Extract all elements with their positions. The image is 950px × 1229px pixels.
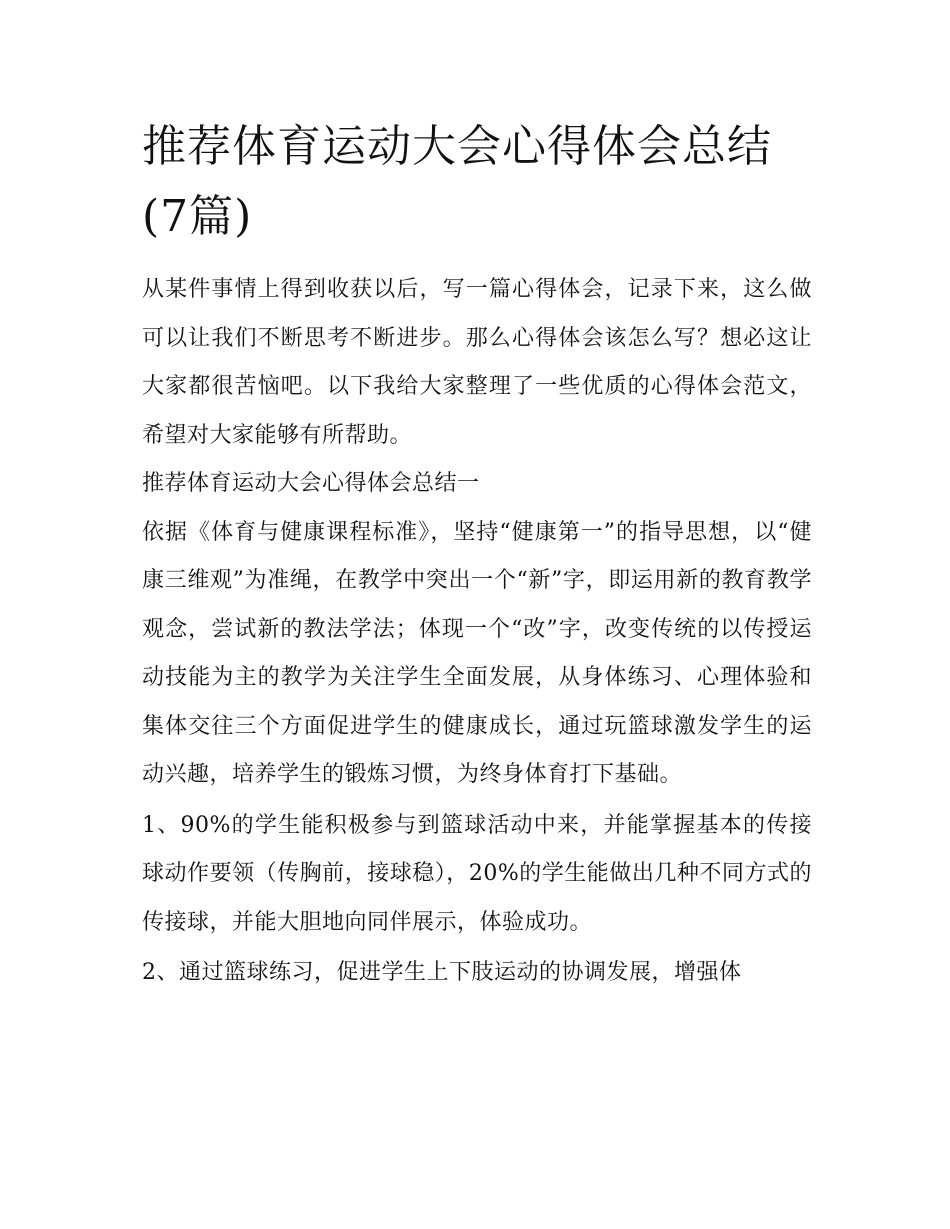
intro-paragraph: 从某件事情上得到收获以后，写一篇心得体会，记录下来，这么做可以让我们不断思考不断进步。那么心得体会该怎么写？想必这让大家都很苦恼吧。以下我给大家整理了一些优质的心得体会范文，希望对大家能够有所帮助。 <box>142 277 812 448</box>
list-item: 1、90%的学生能积极参与到篮球活动中来，并能掌握基本的传接球动作要领（传胸前，接球稳），20%的学生能做出几种不同方式的传接球，并能大胆地向同伴展示，体验成功。 <box>142 812 812 935</box>
document-title: 推荐体育运动大会心得体会总结(7篇) <box>142 121 772 242</box>
section-heading: 推荐体育运动大会心得体会总结一 <box>142 471 480 496</box>
list-item: 2、通过篮球练习，促进学生上下肢运动的协调发展，增强体 <box>142 960 742 985</box>
section-body-paragraph: 依据《体育与健康课程标准》，坚持“健康第一”的指导思想，以“健康三维观”为准绳，在教学中突出一个“新”字，即运用新的教育教学观念，尝试新的教法学法；体现一个“改”字，改变传统的以传授运动技能为主的教学为关注学生全面发展，从身体练习、心理体验和集体交往三个方面促进学生的健康成长，通过玩篮球激发学生的运动兴趣，培养学生的锻炼习惯，为终身体育打下基础。 <box>142 519 812 787</box>
document-page <box>142 112 812 998</box>
